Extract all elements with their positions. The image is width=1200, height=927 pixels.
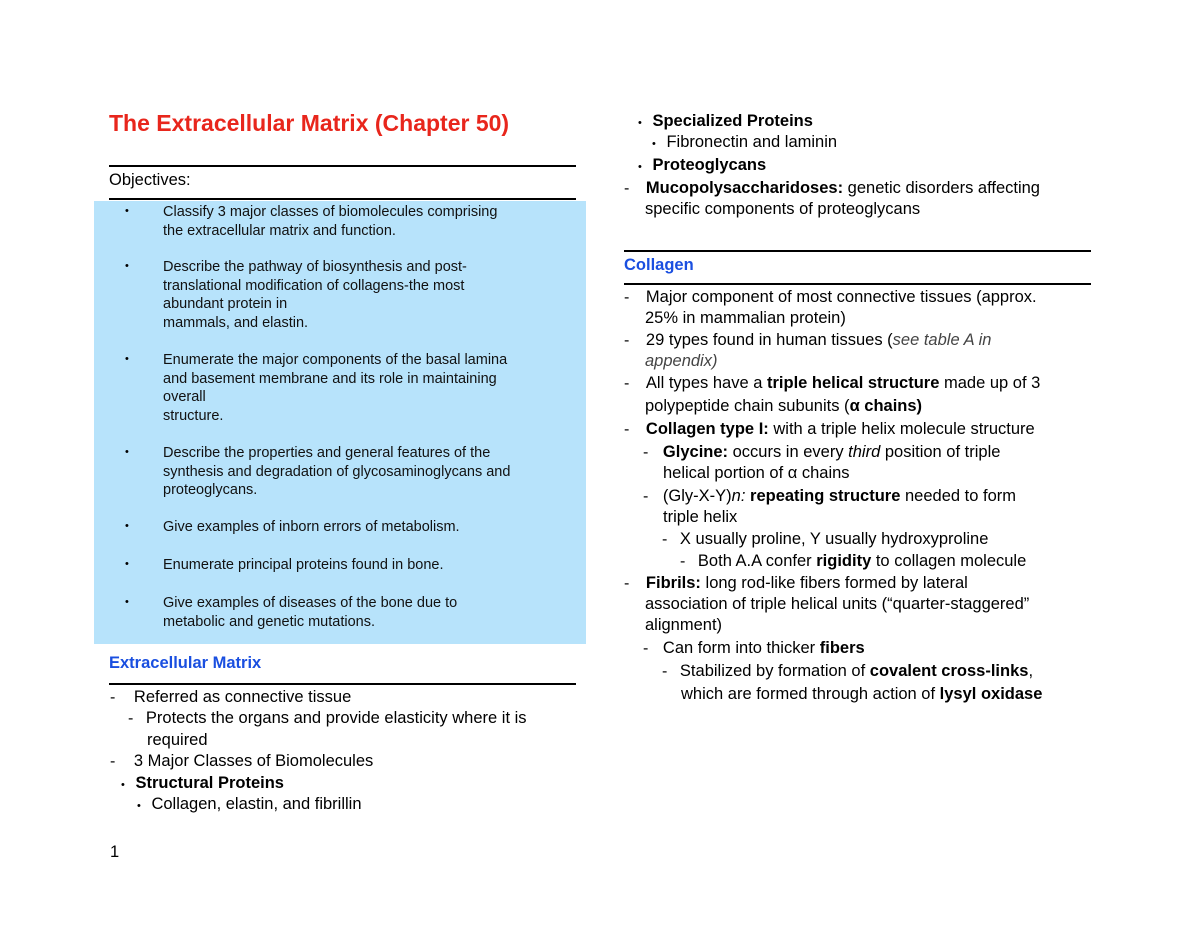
collagen-line: - All types have a triple helical structure made up of 3 xyxy=(624,373,1040,395)
bullet-icon: • xyxy=(652,138,656,150)
bullet-icon: • xyxy=(125,596,129,608)
dash-icon: - xyxy=(643,444,649,461)
dash-icon: - xyxy=(128,710,134,727)
objective-line: metabolic and genetic mutations. xyxy=(163,613,375,630)
right-line: • Specialized Proteins xyxy=(638,112,813,130)
ecm-line: • Collagen, elastin, and fibrillin xyxy=(137,795,362,813)
objective-item xyxy=(94,258,514,332)
dash-icon: - xyxy=(643,488,649,505)
title-divider xyxy=(109,165,576,167)
objective-item xyxy=(94,351,514,425)
objective-line: and basement membrane and its role in maintaining xyxy=(163,370,497,387)
dash-icon: - xyxy=(624,575,630,592)
collagen-line: helical portion of α chains xyxy=(663,464,850,482)
dash-icon: - xyxy=(624,421,630,438)
objective-line: Classify 3 major classes of biomolecules comprising xyxy=(163,204,498,220)
collagen-line: - Both A.A confer rigidity to collagen molecule xyxy=(680,551,1026,573)
objective-line: Enumerate principal proteins found in bone. xyxy=(163,557,444,573)
collagen-line: - Glycine: occurs in every third position of triple xyxy=(643,442,1000,464)
right-line: • Proteoglycans xyxy=(638,156,767,174)
collagen-line: - Stabilized by formation of covalent cross-links, xyxy=(662,661,1033,683)
bullet-icon: • xyxy=(125,558,129,570)
bullet-icon: • xyxy=(125,205,129,217)
dash-icon: - xyxy=(643,640,649,657)
collagen-heading: Collagen xyxy=(624,256,694,274)
objective-line: abundant protein in xyxy=(163,296,288,312)
objective-line: Give examples of diseases of the bone due to xyxy=(163,595,458,611)
right-line: • Fibronectin and laminin xyxy=(652,133,838,151)
dash-icon: - xyxy=(110,689,116,706)
collagen-line: appendix) xyxy=(645,352,718,370)
collagen-line: - 29 types found in human tissues (see table A in xyxy=(624,330,991,352)
bullet-icon: • xyxy=(121,779,125,791)
dash-icon: - xyxy=(624,375,630,392)
collagen-line: - Can form into thicker fibers xyxy=(643,638,865,660)
dash-icon: - xyxy=(624,180,630,197)
dash-icon: - xyxy=(110,753,116,770)
objective-line: the extracellular matrix and function. xyxy=(163,222,396,239)
bullet-icon: • xyxy=(638,117,642,129)
bullet-icon: • xyxy=(125,260,129,272)
objective-line: Give examples of inborn errors of metabolism. xyxy=(163,519,460,535)
objective-line: mammals, and elastin. xyxy=(163,314,309,331)
ecm-line: • Structural Proteins xyxy=(121,774,284,792)
dash-icon: - xyxy=(624,332,630,349)
collagen-line: - Collagen type I: with a triple helix molecule structure xyxy=(624,419,1035,441)
objective-item xyxy=(94,203,514,240)
collagen-line: 25% in mammalian protein) xyxy=(645,309,846,327)
bullet-icon: • xyxy=(125,520,129,532)
right-line: specific components of proteoglycans xyxy=(645,200,921,218)
bullet-icon: • xyxy=(137,800,141,812)
bullet-icon: • xyxy=(638,161,642,173)
objective-line: synthesis and degradation of glycosaminoglycans and xyxy=(163,463,511,480)
collagen-top-divider xyxy=(624,250,1091,252)
ecm-divider xyxy=(109,683,576,685)
collagen-line: triple helix xyxy=(663,508,738,526)
objective-item xyxy=(94,594,514,631)
objective-line: Describe the pathway of biosynthesis and post- xyxy=(163,259,467,275)
collagen-line: - Fibrils: long rod-like fibers formed by lateral xyxy=(624,573,968,595)
dash-icon: - xyxy=(680,553,686,570)
ecm-line: - Referred as connective tissue xyxy=(110,687,351,709)
dash-icon: - xyxy=(624,289,630,306)
collagen-line: which are formed through action of lysyl oxidase xyxy=(681,685,1043,703)
objective-line: structure. xyxy=(163,407,224,424)
collagen-divider xyxy=(624,283,1091,285)
objective-line: translational modification of collagens-the most xyxy=(163,277,465,294)
right-line: - Mucopolysaccharidoses: genetic disorders affecting xyxy=(624,178,1040,200)
objective-item xyxy=(94,518,514,537)
ecm-heading: Extracellular Matrix xyxy=(109,654,262,672)
objective-line: overall xyxy=(163,389,206,405)
objective-line: proteoglycans. xyxy=(163,482,258,498)
collagen-line: - (Gly-X-Y)n: repeating structure needed to form xyxy=(643,486,1016,508)
objectives-label: Objectives: xyxy=(109,171,191,189)
dash-icon: - xyxy=(662,531,668,548)
ecm-line: - Protects the organs and provide elasticity where it is xyxy=(128,708,527,730)
bullet-icon: • xyxy=(125,446,129,458)
dash-icon: - xyxy=(662,663,668,680)
collagen-line: association of triple helical units (“quarter-staggered” xyxy=(645,595,1030,613)
ecm-line: required xyxy=(147,731,208,749)
collagen-line: polypeptide chain subunits (α chains) xyxy=(645,397,923,415)
collagen-line: - Major component of most connective tissues (approx. xyxy=(624,287,1037,309)
objectives-box xyxy=(94,201,586,644)
page-number: 1 xyxy=(110,843,120,861)
page-title: The Extracellular Matrix (Chapter 50) xyxy=(109,110,510,136)
collagen-line: - X usually proline, Y usually hydroxyproline xyxy=(662,529,988,551)
objective-line: Enumerate the major components of the basal lamina xyxy=(163,352,508,368)
collagen-line: alignment) xyxy=(645,616,723,634)
objectives-divider xyxy=(109,198,576,200)
objective-item xyxy=(94,556,514,575)
objective-item xyxy=(94,444,514,500)
bullet-icon: • xyxy=(125,353,129,365)
objective-line: Describe the properties and general features of the xyxy=(163,445,491,461)
ecm-line: - 3 Major Classes of Biomolecules xyxy=(110,751,373,773)
